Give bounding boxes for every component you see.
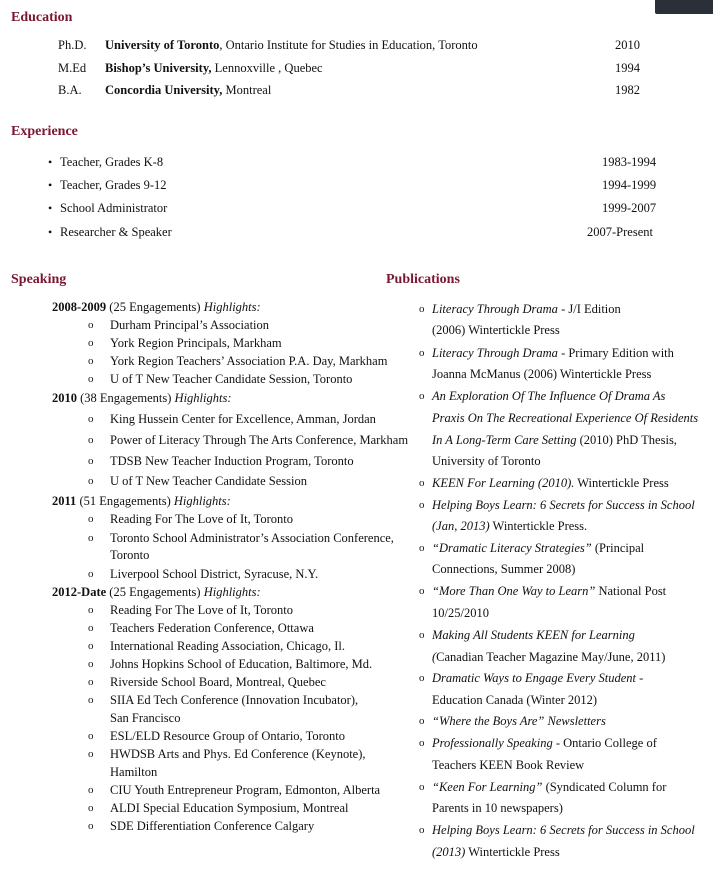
publication-detail: Canadian Teacher Magazine May/June, 2011) [436,650,666,664]
publication-entry [432,780,666,795]
publication-detail: Teachers KEEN Book Review [432,758,585,772]
speaking-item: Riverside School Board, Montreal, Quebec [110,675,326,689]
experience-years: 1994-1999 [602,178,657,192]
speaking-group-header [52,585,261,600]
publication-detail: (2010) PhD Thesis, [576,433,677,447]
bullet-icon: • [48,201,53,215]
publication-title: (2013) [432,845,466,859]
circle-bullet-icon: o [419,781,425,793]
publication-entry [432,519,587,534]
speaking-item: Power of Literacy Through The Arts Conference, Markham [110,433,409,447]
speaking-group-header [52,494,231,509]
education-entry [105,61,323,76]
circle-bullet-icon: o [419,303,425,315]
circle-bullet-icon: o [88,434,94,446]
speaking-item: SIIA Ed Tech Conference (Innovation Incubator), [110,693,359,707]
experience-role: Researcher & Speaker [60,225,172,239]
publication-detail: (Principal [591,541,645,555]
publication-title: (Jan, 2013) [432,519,490,533]
degree: B.A. [58,83,82,97]
profile-photo-edge [655,0,713,14]
circle-bullet-icon: o [88,355,94,367]
speaking-item: King Hussein Center for Excellence, Amman, Jordan [110,412,376,426]
speaking-item: Liverpool School District, Syracuse, N.Y. [110,567,319,581]
speaking-item: Reading For The Love of It, Toronto [110,603,294,617]
speaking-period: 2012-Date [52,585,107,599]
circle-bullet-icon: o [88,784,94,796]
bullet-icon: • [48,178,53,192]
publication-detail: 10/25/2010 [432,606,489,620]
publication-title: Praxis On The Recreational Experience Of Residents [432,411,699,425]
publication-entry [432,650,665,665]
circle-bullet-icon: o [88,373,94,385]
circle-bullet-icon: o [419,737,425,749]
circle-bullet-icon: o [419,629,425,641]
publication-title: Helping Boys Learn: 6 Secrets for Success in School [432,498,695,512]
publication-detail: Joanna McManus (2006) Wintertickle Press [432,367,652,381]
publication-title: KEEN For Learning (2010). [432,476,575,490]
highlights-label: Highlights: [203,300,261,314]
publication-entry [432,433,677,448]
degree: Ph.D. [58,38,87,52]
publication-entry [432,476,669,491]
publication-detail: Connections, Summer 2008) [432,562,576,576]
circle-bullet-icon: o [419,585,425,597]
publication-title: Helping Boys Learn: 6 Secrets for Success in School [432,823,695,837]
circle-bullet-icon: o [88,475,94,487]
speaking-item: ESL/ELD Resource Group of Ontario, Toronto [110,729,345,743]
circle-bullet-icon: o [88,748,94,760]
speaking-heading: Speaking [11,272,67,287]
speaking-item: CIU Youth Entrepreneur Program, Edmonton, Alberta [110,783,381,797]
speaking-item: International Reading Association, Chicago, Il. [110,639,346,653]
circle-bullet-icon: o [88,658,94,670]
publication-title: Literacy Through Drama [432,346,558,360]
circle-bullet-icon: o [419,390,425,402]
speaking-group-header [52,391,232,406]
publication-detail: (Syndicated Column for [542,780,667,794]
publication-title: “More Than One Way to Learn” [432,584,596,598]
experience-role: School Administrator [60,201,168,215]
engagement-count: (51 Engagements) [79,494,171,508]
speaking-item: ALDI Special Education Symposium, Montreal [110,801,349,815]
circle-bullet-icon: o [88,730,94,742]
publication-detail: - Primary Edition with [557,346,674,360]
speaking-item: TDSB New Teacher Induction Program, Toronto [110,454,354,468]
experience-role: Teacher, Grades K-8 [60,155,164,169]
experience-role: Teacher, Grades 9-12 [60,178,167,192]
publication-title: Professionally Speaking - [432,736,560,750]
education-entry [105,38,478,53]
engagement-count: (25 Engagements) [109,300,201,314]
circle-bullet-icon: o [419,715,425,727]
publication-detail: Wintertickle Press. [489,519,588,533]
circle-bullet-icon: o [88,604,94,616]
speaking-period: 2010 [52,391,77,405]
highlights-label: Highlights: [174,391,232,405]
publication-entry [432,736,657,751]
circle-bullet-icon: o [88,337,94,349]
speaking-item: York Region Principals, Markham [110,336,282,350]
speaking-item: HWDSB Arts and Phys. Ed Conference (Keynote), [110,747,366,761]
school-detail: , Ontario Institute for Studies in Education, Toronto [219,38,478,52]
circle-bullet-icon: o [88,676,94,688]
publication-detail: Wintertickle Press [574,476,669,490]
circle-bullet-icon: o [419,347,425,359]
degree: M.Ed [58,61,87,75]
bullet-icon: • [48,155,53,169]
speaking-item: York Region Teachers’ Association P.A. Day, Markham [110,354,388,368]
publication-entry [432,302,621,317]
circle-bullet-icon: o [88,513,94,525]
publication-entry [432,346,674,361]
publication-entry [432,541,644,556]
publication-entry [432,584,666,599]
circle-bullet-icon: o [88,640,94,652]
education-entry [105,83,271,98]
publication-title: “Dramatic Literacy Strategies” [432,541,592,555]
experience-years: 1983-1994 [602,155,657,169]
school-detail: Lennoxville , Quebec [211,61,323,75]
school-name: Concordia University, [105,83,223,97]
speaking-period: 2011 [52,494,77,508]
circle-bullet-icon: o [88,694,94,706]
speaking-item: U of T New Teacher Candidate Session, Toronto [110,372,353,386]
speaking-item: Reading For The Love of It, Toronto [110,512,294,526]
speaking-item-continued: San Francisco [110,711,181,725]
speaking-item: Teachers Federation Conference, Ottawa [110,621,314,635]
education-year: 1994 [615,61,640,75]
speaking-item-continued: Toronto [110,548,150,562]
publication-detail: - J/I Edition [557,302,621,316]
publication-title: An Exploration Of The Influence Of Drama As [432,389,666,403]
speaking-item: U of T New Teacher Candidate Session [110,474,307,488]
circle-bullet-icon: o [419,542,425,554]
publication-detail: National Post [595,584,667,598]
circle-bullet-icon: o [88,622,94,634]
circle-bullet-icon: o [419,499,425,511]
publication-entry [432,845,560,860]
engagement-count: (25 Engagements) [109,585,201,599]
education-year: 1982 [615,83,640,97]
publication-detail: University of Toronto [432,454,541,468]
publication-title: “Keen For Learning” [432,780,543,794]
speaking-item: Johns Hopkins School of Education, Baltimore, Md. [110,657,373,671]
circle-bullet-icon: o [88,455,94,467]
speaking-item: Toronto School Administrator’s Association Conference, [110,531,394,545]
circle-bullet-icon: o [88,802,94,814]
circle-bullet-icon: o [88,568,94,580]
experience-years: 2007-Present [587,225,653,239]
publication-detail: Parents in 10 newspapers) [432,801,563,815]
circle-bullet-icon: o [88,532,94,544]
publication-detail: Education Canada (Winter 2012) [432,693,598,707]
circle-bullet-icon: o [88,820,94,832]
education-year: 2010 [615,38,640,52]
experience-years: 1999-2007 [602,201,657,215]
publication-title: Dramatic Ways to Engage Every Student - [432,671,644,685]
publications-heading: Publications [386,272,460,287]
publication-title: In A Long-Term Care Setting [432,433,577,447]
highlights-label: Highlights: [173,494,231,508]
speaking-item: Durham Principal’s Association [110,318,270,332]
experience-heading: Experience [11,124,78,139]
circle-bullet-icon: o [88,413,94,425]
circle-bullet-icon: o [88,319,94,331]
circle-bullet-icon: o [419,824,425,836]
school-detail: Montreal [222,83,272,97]
speaking-period: 2008-2009 [52,300,107,314]
publication-detail: Wintertickle Press [465,845,560,859]
circle-bullet-icon: o [419,477,425,489]
school-name: University of Toronto [105,38,220,52]
publication-detail: Ontario College of [560,736,657,750]
speaking-item-continued: Hamilton [110,765,158,779]
engagement-count: (38 Engagements) [80,391,172,405]
publication-title: Making All Students KEEN for Learning [432,628,635,642]
publication-title: Literacy Through Drama [432,302,558,316]
education-heading: Education [11,10,73,25]
highlights-label: Highlights: [203,585,261,599]
circle-bullet-icon: o [419,672,425,684]
bullet-icon: • [48,225,53,239]
school-name: Bishop’s University, [105,61,212,75]
publication-detail: (2006) Wintertickle Press [432,323,560,337]
speaking-group-header [52,300,261,315]
speaking-item: SDE Differentiation Conference Calgary [110,819,315,833]
publication-title: ( [432,650,437,664]
publication-title: “Where the Boys Are” Newsletters [432,714,606,728]
